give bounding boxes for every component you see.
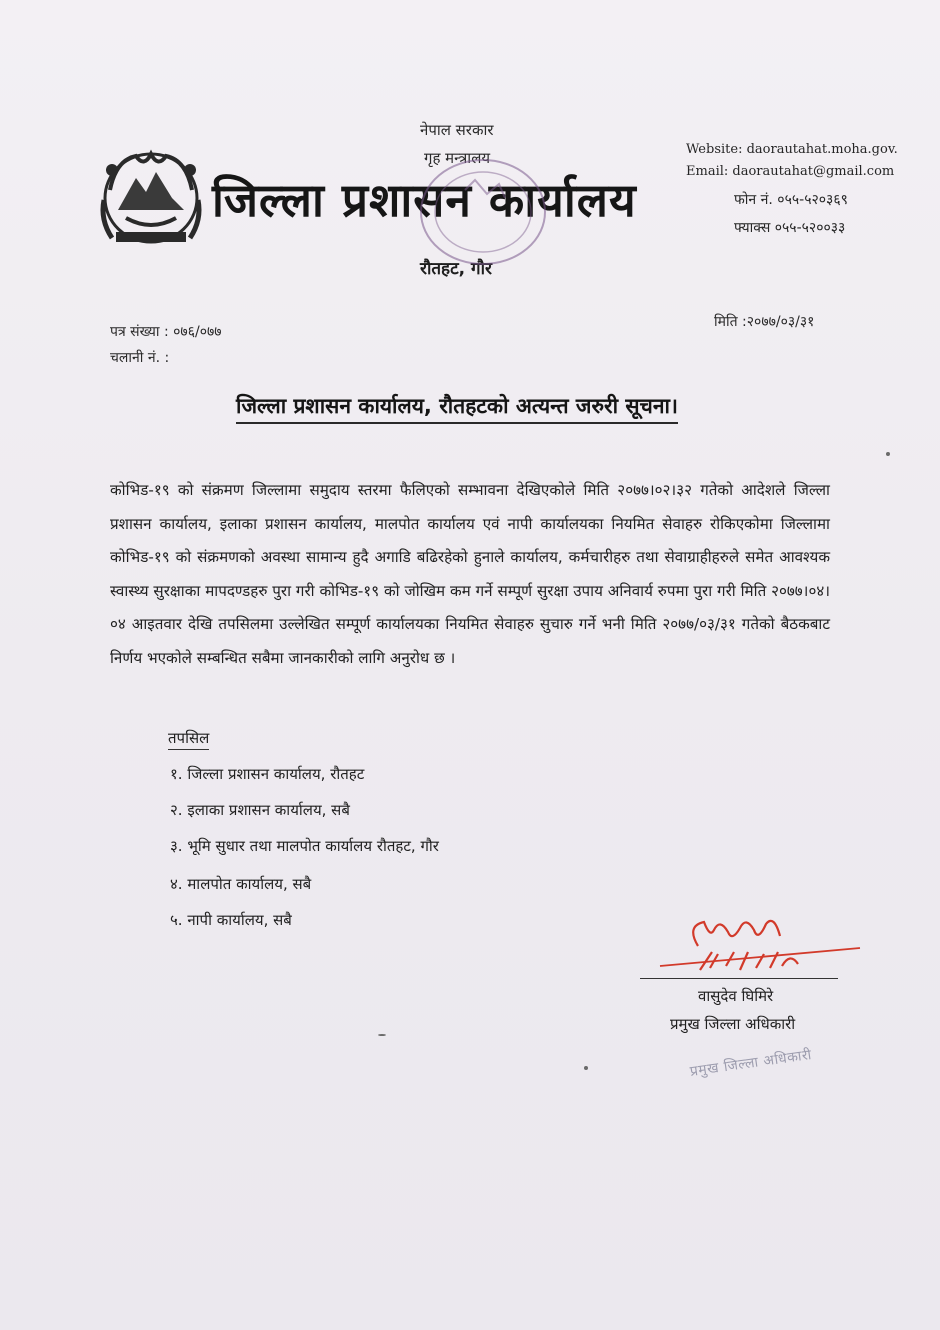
fax-text: फ्याक्स ०५५-५२००३३ bbox=[734, 220, 846, 236]
office-city: रौतहट, गौर bbox=[420, 259, 492, 279]
list-item: १. जिल्ला प्रशासन कार्यालय, रौतहट bbox=[170, 765, 365, 783]
tapasil-heading: तपसिल bbox=[168, 728, 209, 750]
email-text: Email: daorautahat@gmail.com bbox=[686, 164, 895, 179]
ministry-label: गृह मन्त्रालय bbox=[424, 149, 491, 167]
scan-speck bbox=[886, 452, 890, 456]
letter-number: पत्र संख्या : ०७६/०७७ bbox=[110, 324, 222, 340]
government-label: नेपाल सरकार bbox=[420, 121, 494, 139]
office-stamp bbox=[405, 150, 555, 280]
dispatch-number: चलानी नं. : bbox=[110, 350, 170, 366]
handwritten-signature bbox=[640, 908, 870, 988]
list-item: ३. भूमि सुधार तथा मालपोत कार्यालय रौतहट, गौर bbox=[170, 837, 439, 855]
website-text: Website: daorautahat.moha.gov. bbox=[686, 142, 898, 157]
phone-text: फोन नं. ०५५-५२०३६९ bbox=[734, 192, 848, 208]
nepal-emblem-icon bbox=[96, 140, 206, 252]
office-title: जिल्ला प्रशासन कार्यालय bbox=[212, 173, 637, 227]
scan-speck bbox=[584, 1066, 588, 1070]
list-item: ४. मालपोत कार्यालय, सबै bbox=[170, 875, 312, 893]
letter-date: मिति :२०७७/०३/३१ bbox=[714, 314, 815, 330]
list-item: ५. नापी कार्यालय, सबै bbox=[170, 911, 292, 929]
notice-body: कोभिड-१९ को संक्रमण जिल्लामा समुदाय स्तरमा फैलिएको सम्भावना देखिएकोले मिति २०७७।०२।३२ गतेको आदेशले जिल्ला प्रशासन कार्यालय, इलाका प्रशासन कार्यालय, मालपोत कार्यालय एवं नापी कार्यालयका नियमित सेवाहरु रोकिएकोमा जिल्लामा कोभिड-१९ को संक्रमणको अवस्था सामान्य हुदै अगाडि बढिरहेको हुनाले कार्यालय, कर्मचारीहरु तथा सेवाग्राहीहरुले समेत आवश्यक स्वास्थ्य सुरक्षाका मापदण्डहरु पुरा गरी कोभिड-१९ को जोखिम कम गर्ने सम्पूर्ण सुरक्षा उपाय अनिवार्य रुपमा पुरा गरी मिति २०७७।०४।०४ आइतवार देखि तपसिलमा उल्लेखित सम्पूर्ण कार्यालयका नियमित सेवाहरु सुचारु गर्ने भनी मिति २०७७/०३/३१ गतेको बैठकबाट निर्णय भएकोले सम्बन्धित सबैमा जानकारीको लागि अनुरोध छ । bbox=[110, 481, 830, 667]
officer-name: वासुदेव घिमिरे bbox=[698, 987, 774, 1005]
list-item: २. इलाका प्रशासन कार्यालय, सबै bbox=[170, 801, 350, 819]
official-seal: प्रमुख जिल्ला अधिकारी bbox=[688, 1046, 813, 1080]
officer-designation: प्रमुख जिल्ला अधिकारी bbox=[670, 1015, 796, 1033]
signature-line bbox=[640, 978, 838, 979]
scan-speck bbox=[378, 1034, 386, 1036]
notice-title: जिल्ला प्रशासन कार्यालय, रौतहटको अत्यन्त जरुरी सूचना। bbox=[236, 392, 678, 424]
